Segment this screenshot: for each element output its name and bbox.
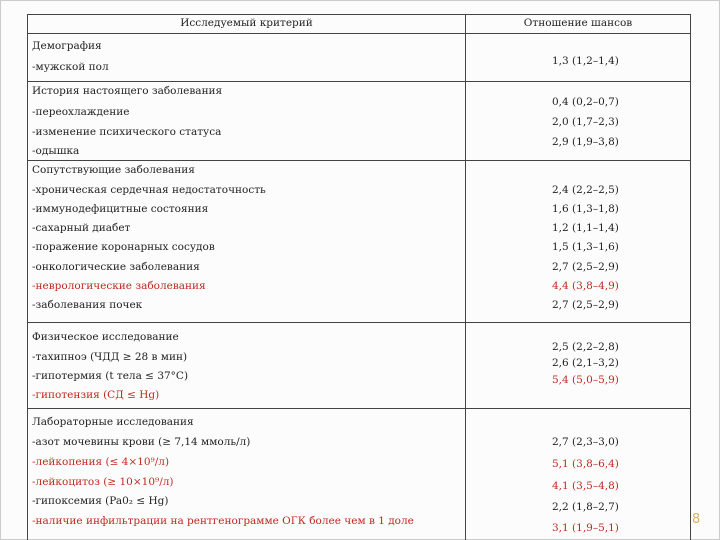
criterion-row: -гипоксемия (Pa0₂ ≤ Hg): [32, 495, 169, 507]
row-divider-history: [27, 160, 691, 161]
header-criterion: Исследуемый критерий: [180, 17, 313, 29]
section-title-physical: Физическое исследование: [32, 331, 179, 343]
odds-value-highlighted: 5,4 (5,0–5,9): [552, 374, 619, 386]
criterion-row: -изменение психического статуса: [32, 126, 222, 138]
odds-value: 2,6 (2,1–3,2): [552, 357, 619, 369]
section-title-demography: Демография: [32, 40, 102, 52]
odds-value: 2,7 (2,5–2,9): [552, 261, 619, 273]
table-right-border: [690, 14, 691, 540]
criterion-row: -поражение коронарных сосудов: [32, 241, 215, 253]
row-divider-physical: [27, 408, 691, 409]
odds-value: 1,2 (1,1–1,4): [552, 222, 619, 234]
criterion-row-highlighted: -лейкоцитоз (≥ 10×10⁹/л): [32, 476, 174, 488]
odds-value: 2,2 (1,8–2,7): [552, 501, 619, 513]
criterion-row-highlighted: -лейкопения (≤ 4×10⁹/л): [32, 456, 170, 468]
criterion-row-highlighted: -наличие инфильтрации на рентгенограмме ОГК более чем в 1 доле: [32, 515, 414, 527]
row-divider-comorbid: [27, 322, 691, 323]
odds-value: 1,5 (1,3–1,6): [552, 241, 619, 253]
criterion-row: -одышка: [32, 145, 80, 157]
odds-value: 0,4 (0,2–0,7): [552, 96, 619, 108]
criterion-row: -онкологические заболевания: [32, 261, 200, 273]
page-number: 8: [692, 512, 701, 527]
odds-value: 2,4 (2,2–2,5): [552, 184, 619, 196]
criterion-row: -тахипноэ (ЧДД ≥ 28 в мин): [32, 351, 188, 363]
row-divider-demography: [27, 81, 691, 82]
criterion-male-sex: -мужской пол: [32, 61, 109, 73]
criterion-row: -иммунодефицитные состояния: [32, 203, 209, 215]
odds-value: 2,7 (2,3–3,0): [552, 436, 619, 448]
odds-value: 2,9 (1,9–3,8): [552, 136, 619, 148]
section-title-comorbid: Сопутствующие заболевания: [32, 164, 195, 176]
criterion-row: -заболевания почек: [32, 299, 143, 311]
header-divider: [27, 33, 691, 34]
odds-value: 2,7 (2,5–2,9): [552, 299, 619, 311]
criterion-row-highlighted: -неврологические заболевания: [32, 280, 206, 292]
odds-value: 2,5 (2,2–2,8): [552, 341, 619, 353]
criterion-row: -гипотермия (t тела ≤ 37°С): [32, 370, 189, 382]
section-title-history: История настоящего заболевания: [32, 85, 223, 97]
odds-value: 2,0 (1,7–2,3): [552, 116, 619, 128]
odds-value-highlighted: 3,1 (1,9–5,1): [552, 522, 619, 534]
odds-value-highlighted: 5,1 (3,8–6,4): [552, 458, 619, 470]
odds-value-highlighted: 4,1 (3,5–4,8): [552, 480, 619, 492]
criterion-row: -переохлаждение: [32, 106, 130, 118]
header-odds-ratio: Отношение шансов: [523, 17, 633, 29]
criterion-row: -хроническая сердечная недостаточность: [32, 184, 266, 196]
table-column-divider: [465, 14, 466, 540]
criterion-row: -азот мочевины крови (≥ 7,14 ммоль/л): [32, 436, 251, 448]
criterion-row-highlighted: -гипотензия (СД ≤ Hg): [32, 389, 160, 401]
odds-value-highlighted: 4,4 (3,8–4,9): [552, 280, 619, 292]
section-title-lab: Лабораторные исследования: [32, 416, 194, 428]
table-top-border: [27, 14, 691, 15]
table-left-border: [27, 14, 28, 540]
odds-male-sex: 1,3 (1,2–1,4): [552, 55, 619, 67]
odds-value: 1,6 (1,3–1,8): [552, 203, 619, 215]
criterion-row: -сахарный диабет: [32, 222, 131, 234]
